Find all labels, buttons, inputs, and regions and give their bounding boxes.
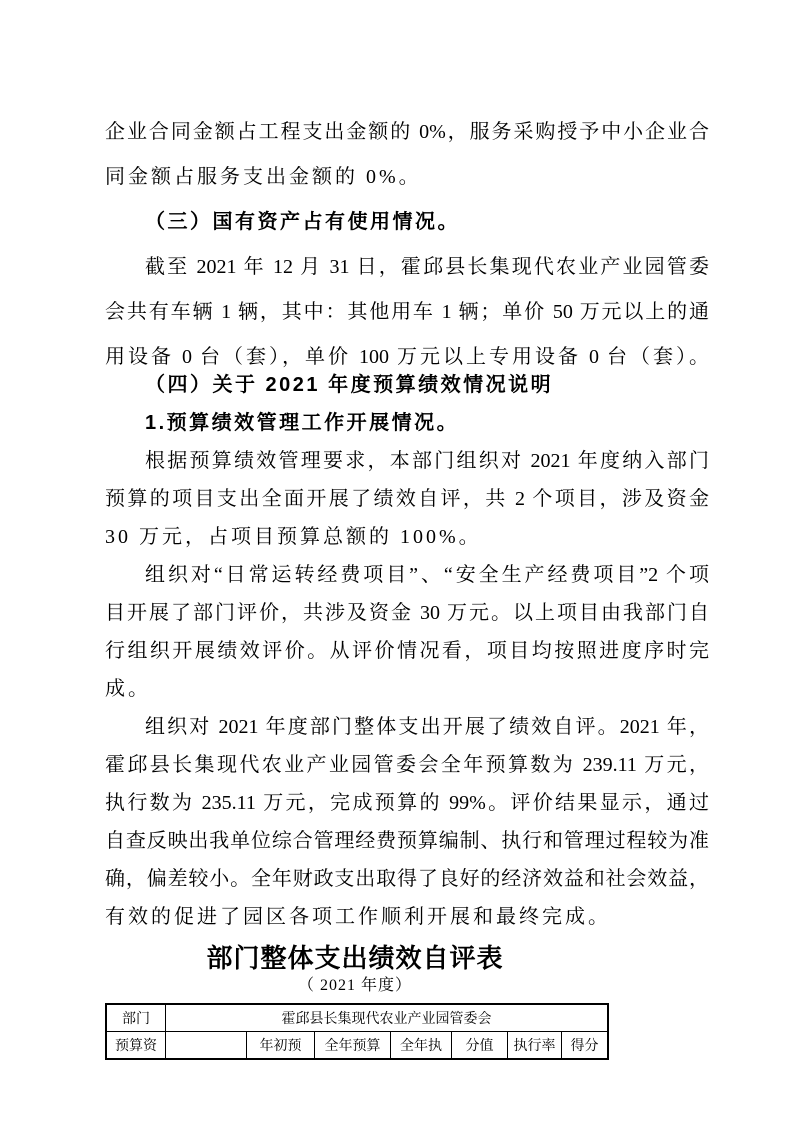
- cell-department-value: 霍邱县长集现代农业产业园管委会: [166, 1004, 609, 1032]
- subsection-heading-1: 1.预算绩效管理工作开展情况。: [145, 412, 460, 434]
- table-row-department: [106, 1004, 608, 1032]
- cell-execution-rate: 执行率: [508, 1032, 562, 1060]
- cell-department-label: 部门: [106, 1004, 166, 1032]
- body-line: 预算的项目支出全面开展了绩效自评，共 2 个项目，涉及资金: [105, 488, 709, 510]
- cell-score-value: 分值: [452, 1032, 508, 1060]
- body-line: 成。: [105, 678, 151, 700]
- body-line: 目开展了部门评价，共涉及资金 30 万元。以上项目由我部门自: [105, 602, 709, 624]
- body-line: 确，偏差较小。全年财政支出取得了良好的经济效益和社会效益，: [105, 868, 709, 890]
- body-line: 企业合同金额占工程支出金额的 0%，服务采购授予中小企业合: [105, 121, 709, 143]
- body-line: 根据预算绩效管理要求，本部门组织对 2021 年度纳入部门: [145, 450, 709, 472]
- body-line: 会共有车辆 1 辆，其中：其他用车 1 辆；单价 50 万元以上的通: [105, 301, 709, 323]
- body-line: 同金额占服务支出金额的 0%。: [105, 166, 422, 188]
- cell-blank: [166, 1032, 247, 1060]
- cell-score: 得分: [562, 1032, 609, 1060]
- body-line: 行组织开展绩效评价。从评价情况看，项目均按照进度序时完: [105, 640, 709, 662]
- table-title: 部门整体支出绩效自评表: [206, 943, 504, 973]
- cell-year-begin-budget: 年初预: [247, 1032, 315, 1060]
- body-line: 用设备 0 台（套），单价 100 万元以上专用设备 0 台（套）。: [105, 346, 709, 368]
- cell-full-year-budget: 全年预算: [315, 1032, 391, 1060]
- section-heading-3: （三）国有资产占有使用情况。: [145, 211, 460, 233]
- body-section-1: [105, 110, 709, 380]
- self-evaluation-table: [105, 1003, 609, 1060]
- body-line: 30 万元，占项目预算总额的 100%。: [105, 526, 482, 548]
- body-line: 截至 2021 年 12 月 31 日，霍邱县长集现代农业产业园管委: [145, 256, 709, 278]
- section-heading-4: （四）关于 2021 年度预算绩效情况说明: [145, 374, 554, 396]
- body-line: 有效的促进了园区各项工作顺利开展和最终完成。: [105, 906, 611, 928]
- table-title-block: [105, 941, 605, 997]
- body-line: 自查反映出我单位综合管理经费预算编制、执行和管理过程较为准: [105, 830, 709, 852]
- body-line: 组织对“日常运转经费项目”、“安全生产经费项目”2 个项: [145, 564, 709, 586]
- cell-budget-funds: 预算资: [106, 1032, 166, 1060]
- body-line: 执行数为 235.11 万元，完成预算的 99%。评价结果显示，通过: [105, 792, 709, 814]
- body-line: 霍邱县长集现代农业产业园管委会全年预算数为 239.11 万元，: [105, 754, 709, 776]
- table-row-header: [106, 1032, 608, 1060]
- table-subtitle: （ 2021 年度）: [297, 977, 412, 994]
- cell-full-year-exec: 全年执: [391, 1032, 452, 1060]
- body-section-2: [105, 366, 709, 936]
- document-body: [105, 110, 709, 936]
- body-line: 组织对 2021 年度部门整体支出开展了绩效自评。2021 年，: [145, 716, 709, 738]
